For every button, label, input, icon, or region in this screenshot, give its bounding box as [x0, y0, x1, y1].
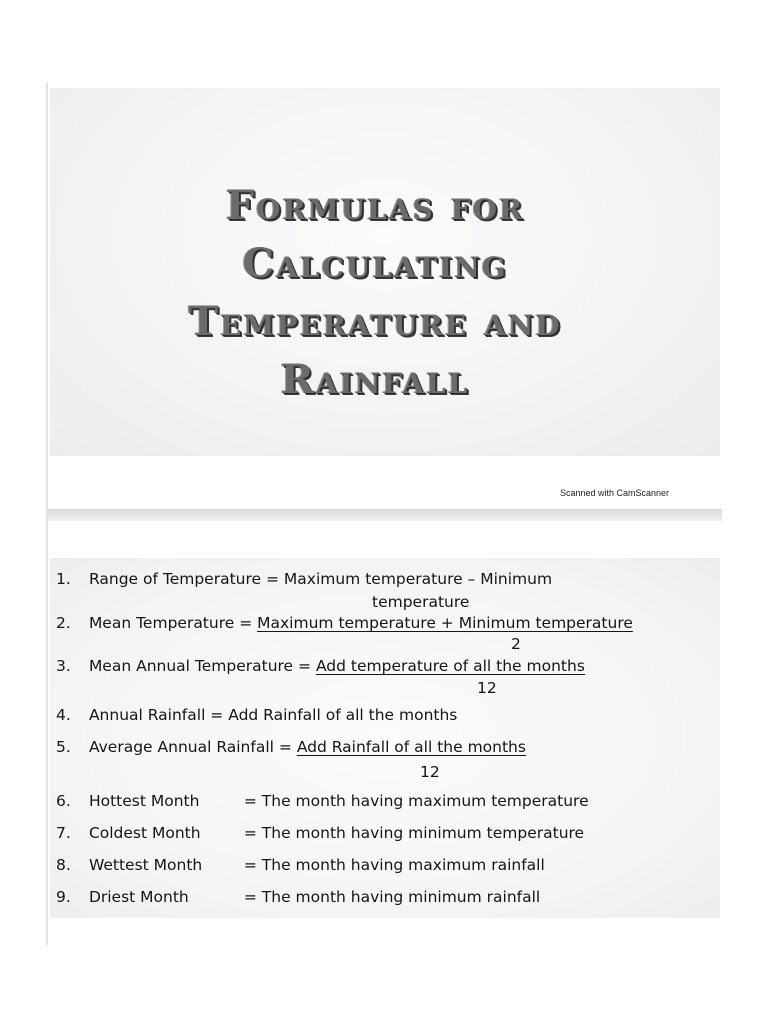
formula-number: 4. [56, 706, 71, 724]
formula-lhs: Range of Temperature = [88, 570, 279, 588]
formula-numerator: Add Rainfall of all the months [296, 738, 526, 756]
formula-number: 6. [56, 792, 71, 810]
title-line: Temperature and [188, 298, 562, 345]
title-line: Rainfall [280, 356, 470, 403]
formula-average-annual-rainfall [56, 738, 526, 756]
formula-rhs: = The month having minimum temperature [243, 824, 585, 842]
formula-mean-annual-temperature [56, 657, 585, 675]
formula-number: 9. [56, 888, 71, 906]
formula-number: 2. [56, 614, 71, 632]
formula-lhs: Wettest Month [88, 856, 203, 874]
formula-lhs: Coldest Month [88, 824, 201, 842]
formula-number: 8. [56, 856, 71, 874]
formula-rhs-continued: temperature [372, 593, 470, 611]
formula-coldest-month [56, 824, 584, 842]
title-line: Calculating [242, 240, 508, 287]
formula-driest-month [56, 888, 540, 906]
formula-lhs: Mean Temperature = [88, 614, 253, 632]
formula-number: 7. [56, 824, 71, 842]
formula-mean-temperature [56, 614, 633, 632]
formula-annual-rainfall [56, 706, 457, 724]
formula-number: 5. [56, 738, 71, 756]
formula-denominator: 12 [477, 679, 497, 697]
formula-rhs: = The month having maximum rainfall [243, 856, 545, 874]
formula-number: 3. [56, 657, 71, 675]
formula-lhs: Average Annual Rainfall = [88, 738, 292, 756]
formula-denominator: 12 [420, 763, 440, 781]
formula-lhs: Hottest Month [88, 792, 200, 810]
formula-denominator: 2 [511, 635, 521, 653]
scan-watermark: Scanned with CamScanner [560, 488, 670, 498]
formula-rhs: = The month having minimum rainfall [243, 888, 541, 906]
page-divider [48, 509, 722, 521]
formula-lhs: Mean Annual Temperature = [88, 657, 312, 675]
formula-rhs: = The month having maximum temperature [243, 792, 589, 810]
formula-range-temperature [56, 570, 552, 588]
formula-rhs: Add Rainfall of all the months [228, 706, 458, 724]
formula-rhs: Maximum temperature – Minimum [283, 570, 553, 588]
formula-hottest-month [56, 792, 589, 810]
title-line: Formulas for [225, 182, 525, 229]
formula-wettest-month [56, 856, 545, 874]
formula-numerator: Add temperature of all the months [315, 657, 585, 675]
formula-numerator: Maximum temperature + Minimum temperature [257, 614, 633, 632]
formula-lhs: Driest Month [88, 888, 189, 906]
formula-number: 1. [56, 570, 71, 588]
page-title [110, 177, 640, 409]
formula-lhs: Annual Rainfall = [88, 706, 224, 724]
